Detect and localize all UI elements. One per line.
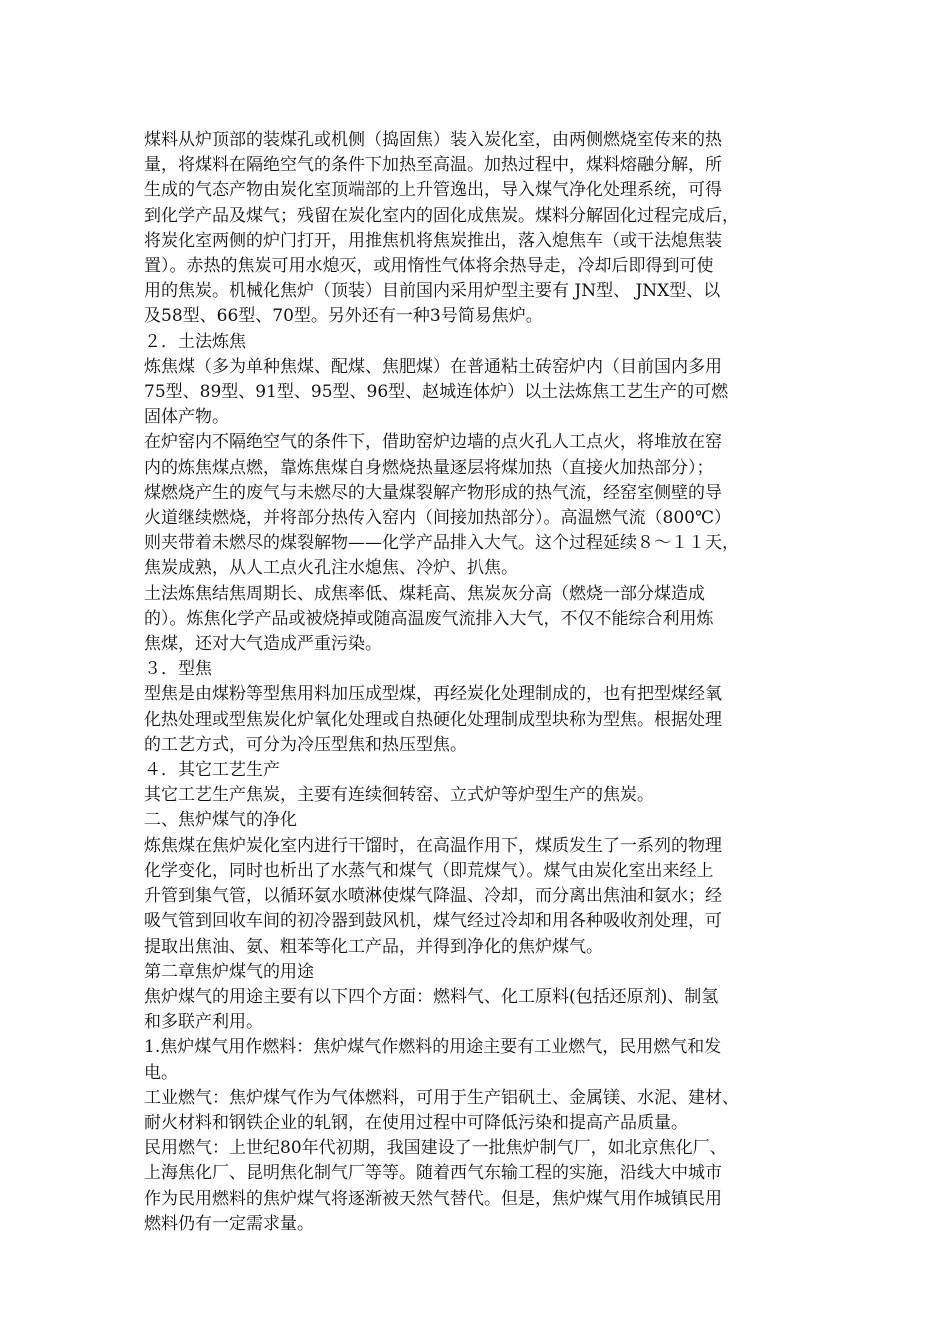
paragraph-coke-oven-process	[144, 128, 816, 330]
text-line: 和多联产利用。	[144, 1012, 263, 1033]
paragraph-gas-as-fuel	[144, 1035, 816, 1085]
text-line: 提取出焦油、氨、粗苯等化工产品，并得到净化的焦炉煤气。	[144, 936, 603, 957]
text-line: 耐火材料和钢铁企业的轧钢，在使用过程中可降低污染和提高产品质量。	[144, 1112, 688, 1133]
text-line: 焦炉煤气的用途主要有以下四个方面：燃料气、化工原料(包括还原剂)、制氢	[144, 986, 719, 1007]
text-line: 炼焦煤（多为单种焦煤、配煤、焦肥煤）在普通粘土砖窑炉内（目前国内多用	[144, 356, 722, 377]
text-line: 煤料从炉顶部的装煤孔或机侧（捣固焦）装入炭化室，由两侧燃烧室传来的热	[144, 130, 722, 150]
text-line: 作为民用燃料的焦炉煤气将逐渐被天然气替代。但是，焦炉煤气用作城镇民用	[144, 1188, 722, 1209]
text-line: 将炭化室两侧的炉门打开，用推焦机将焦炭推出，落入熄焦车（或干法熄焦装	[144, 230, 722, 251]
text-line: 煤燃烧产生的废气与未燃尽的大量煤裂解产物形成的热气流，经窑室侧壁的导	[144, 482, 722, 503]
section-heading-other-processes: ４．其它工艺生产	[144, 760, 280, 781]
paragraph-tufa-definition	[144, 355, 816, 431]
paragraph-industrial-gas	[144, 1086, 816, 1136]
text-line: 生成的气态产物由炭化室顶端部的上升管逸出，导入煤气净化处理系统，可得	[144, 180, 722, 201]
text-line: 民用燃气：上世纪80年代初期，我国建设了一批焦炉制气厂，如北京焦化厂、	[144, 1138, 727, 1159]
text-line: 量，将煤料在隔绝空气的条件下加热至高温。加热过程中，煤料熔融分解，所	[144, 155, 722, 176]
text-line: 炼焦煤在焦炉炭化室内进行干馏时，在高温作用下，煤质发生了一系列的物理	[144, 835, 722, 856]
text-line: 的工艺方式，可分为冷压型焦和热压型焦。	[144, 734, 467, 755]
text-line: 化热处理或型焦炭化炉氧化处理或自热硬化处理制成型块称为型焦。根据处理	[144, 709, 722, 730]
text-line: 土法炼焦结焦周期长、成焦率低、煤耗高、焦炭灰分高（燃烧一部分煤造成	[144, 583, 705, 604]
paragraph-gas-uses-overview	[144, 985, 816, 1035]
text-line: 焦炭成熟，从人工点火孔注水熄焦、冷炉、扒焦。	[144, 558, 518, 579]
text-line: 上海焦化厂、昆明焦化制气厂等等。随着西气东输工程的实施，沿线大中城市	[144, 1163, 722, 1184]
text-line: 的）。炼焦化学产品或被烧掉或随高温废气流排入大气，不仅不能综合利用炼	[144, 608, 714, 629]
text-line: 在炉窑内不隔绝空气的条件下，借助窑炉边墙的点火孔人工点火，将堆放在窑	[144, 432, 722, 453]
text-line: 升管到集气管，以循环氨水喷淋使煤气降温、冷却，而分离出焦油和氨水；经	[144, 886, 722, 907]
text-line: 置）。赤热的焦炭可用水熄灭，或用惰性气体将余热导走，冷却后即得到可使	[144, 256, 714, 277]
text-line: 则夹带着未燃尽的煤裂解物——化学产品排入大气。这个过程延续８～１１天，	[144, 533, 739, 554]
paragraph-formed-coke	[144, 682, 816, 758]
chapter-heading-gas-uses: 第二章焦炉煤气的用途	[144, 961, 314, 982]
section-heading-tufa-coking: ２．土法炼焦	[144, 331, 246, 352]
paragraph-civil-gas	[144, 1136, 816, 1237]
text-line: 化学变化，同时也析出了水蒸气和煤气（即荒煤气）。煤气由炭化室出来经上	[144, 860, 714, 881]
text-line: 其它工艺生产焦炭，主要有连续徊转窑、立式炉等炉型生产的焦炭。	[144, 785, 654, 806]
text-line: 火道继续燃烧，并将部分热传入窑内（间接加热部分）。高温燃气流（800℃）	[144, 508, 731, 529]
paragraph-other-processes	[144, 783, 816, 808]
paragraph-gas-purification	[144, 834, 816, 960]
text-line: 及58型、66型、70型。另外还有一种3号简易焦炉。	[144, 306, 543, 327]
paragraph-tufa-process	[144, 430, 816, 581]
section-heading-gas-purification: 二、焦炉煤气的净化	[144, 810, 297, 831]
text-line: 吸气管到回收车间的初冷器到鼓风机，煤气经过冷却和用各种吸收剂处理，可	[144, 911, 722, 932]
text-line: 用的焦炭。机械化焦炉（顶装）目前国内采用炉型主要有 JN型、 JNX型、以	[144, 281, 721, 302]
text-line: 电。	[144, 1062, 178, 1083]
text-line: 固体产物。	[144, 407, 229, 428]
text-line: 1.焦炉煤气用作燃料：焦炉煤气作燃料的用途主要有工业燃气，民用燃气和发	[144, 1037, 722, 1058]
document-page	[144, 128, 816, 1237]
text-line: 内的炼焦煤点燃，靠炼焦煤自身燃烧热量逐层将煤加热（直接火加热部分）；	[144, 457, 714, 478]
text-line: 到化学产品及煤气；残留在炭化室内的固化成焦炭。煤料分解固化过程完成后，	[144, 205, 739, 226]
text-line: 焦煤，还对大气造成严重污染。	[144, 634, 382, 655]
paragraph-tufa-drawbacks	[144, 582, 816, 658]
text-line: 75型、89型、91型、95型、96型、赵城连体炉）以土法炼焦工艺生产的可燃	[144, 382, 729, 403]
text-line: 燃料仍有一定需求量。	[144, 1213, 314, 1234]
section-heading-formed-coke: ３．型焦	[144, 659, 212, 680]
text-line: 工业燃气：焦炉煤气作为气体燃料，可用于生产铝矾土、金属镁、水泥、建材、	[144, 1087, 739, 1108]
text-line: 型焦是由煤粉等型焦用料加压成型煤，再经炭化处理制成的，也有把型煤经氧	[144, 684, 722, 705]
